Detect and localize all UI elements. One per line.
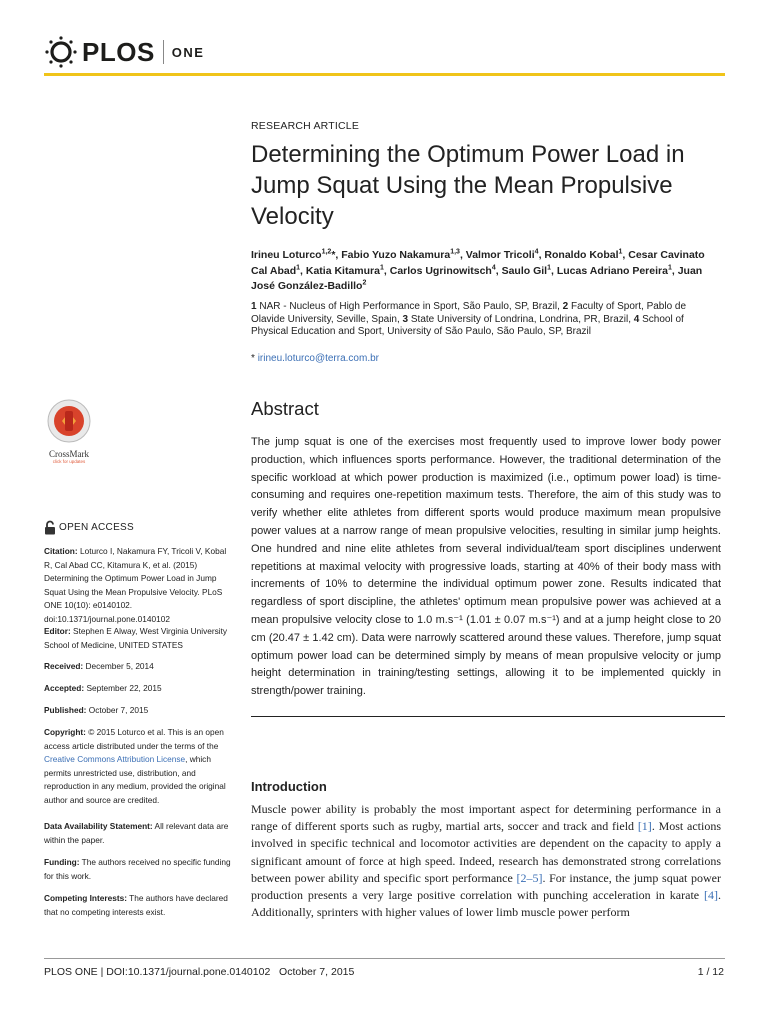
corresponding-email-link[interactable]: irineu.loturco@terra.com.br	[257, 353, 379, 364]
data-availability-block	[44, 820, 234, 847]
reference-link[interactable]: [1]	[637, 819, 652, 834]
published-block	[44, 704, 234, 718]
header-rule	[44, 73, 725, 76]
author-name[interactable]: Cesar Cavinato Cal Abad	[251, 249, 705, 277]
author-affiliation-sup: 1	[296, 264, 301, 271]
author-name[interactable]: Ronaldo Kobal	[544, 249, 619, 261]
open-access-label: OPEN ACCESS	[59, 522, 134, 533]
citation-text: Loturco I, Nakamura FY, Tricoli V, Kobal R, Cal Abad CC, Kitamura K, et al. (2015) Determining the Optimum Power Load in Jump Squat Using the Mean Propulsive Velocity. PLoS ONE 10(10): e0140102. doi:10.1371/journal.pone.0140102	[44, 546, 227, 624]
citation-block	[44, 545, 234, 626]
corresponding-author	[251, 353, 721, 364]
intro-text-segment: . Additionally, sprinters with higher values of lower limb muscle power perform	[251, 888, 721, 920]
article-type: RESEARCH ARTICLE	[251, 120, 360, 132]
logo-divider	[163, 40, 164, 64]
affiliation-number: 1	[251, 301, 257, 312]
intro-text-segment: . For instance, the jump squat power production presents a very large positive correlation with punching acceleration in karate	[251, 870, 721, 903]
plos-logo-icon	[44, 35, 78, 69]
editor-block	[44, 625, 234, 652]
editor-label: Editor:	[44, 626, 71, 636]
author-affiliation-sup: 1	[618, 248, 623, 256]
received-date: December 5, 2014	[85, 661, 154, 671]
crossmark-badge[interactable]	[44, 398, 94, 464]
author-list: Irineu Loturco$^{1,2}$*, Fabio Yuzo Nakamura$^{1,3}$, Valmor Tricoli$^4$, Ronaldo Kobal$^1$, Cesar Cavinato Cal Abad$^1$, Katia Kitamura$^1$, Carlos Ugrinowitsch$^4$, Saulo Gil$^1$, Lucas Adriano Pereira$^1$, Juan José González-Badillo$^2$	[251, 248, 705, 292]
citation-label: Citation:	[44, 546, 78, 556]
author-affiliation-sup: 1,3	[450, 248, 460, 256]
plos-logo[interactable]	[44, 32, 204, 72]
editor-text: Stephen E Alway, West Virginia University School of Medicine, UNITED STATES	[44, 626, 228, 650]
license-link[interactable]: Creative Commons Attribution License	[44, 754, 186, 764]
funding-text: The authors received no specific funding for this work.	[44, 857, 231, 881]
author-affiliation-sup: 2	[362, 279, 367, 287]
author-affiliation-sup: 1	[547, 264, 552, 271]
funding-block	[44, 856, 234, 883]
author-name[interactable]: Carlos Ugrinowitsch	[389, 264, 492, 277]
author-name[interactable]: Lucas Adriano Pereira	[556, 264, 668, 277]
corresponding-mark: *	[331, 249, 336, 261]
reference-link[interactable]: [4]	[704, 888, 718, 903]
received-label: Received:	[44, 661, 84, 671]
abstract-divider	[251, 716, 725, 717]
logo-journal-name: ONE	[171, 44, 205, 60]
data-availability-label: Data Availability Statement:	[44, 821, 153, 831]
corresponding-mark: *	[251, 353, 255, 364]
copyright-label: Copyright:	[44, 727, 86, 737]
reference-link[interactable]: [2–5]	[516, 870, 543, 885]
author-affiliation-sup: 1	[667, 264, 672, 271]
affiliation-number: 4	[633, 313, 640, 325]
affiliation-text: State University of Londrina, Londrina, PR, Brazil,	[410, 313, 631, 325]
published-date: October 7, 2015	[88, 705, 149, 715]
affiliation-text: Faculty of Sport, Pablo de Olavide University, Seville, Spain,	[251, 301, 687, 325]
author-name[interactable]: Katia Kitamura	[305, 264, 380, 277]
abstract-text: The jump squat is one of the exercises most frequently used to improve lower body power production, which influences sports performance. However, the traditional determination of the specific workload at which power production is maximized (i.e., optimum power load) is time-consuming and requires one-repetition maximum tests. Therefore, the aim of this study was to verify whether elite athletes from different sports would produce maximum mean propulsive power values at a narrow range of mean propulsive velocities, resulting in similar jump heights. One hundred and nine elite athletes from several individual/team sport disciplines underwent repetitions at maximal velocity with progressive loads, starting at 40% of their body mass with increments of 10% to determine the individual optimum power zone. Results indicated that regardless of sport discipline, the athletes' optimum mean propulsive power was achieved at a mean propulsive velocity close to 1.0 m.s⁻¹ (1.01 ± 0.07 m.s⁻¹) and at a jump height close to 20 cm (20.47 ± 1.42 cm). Data were narrowly scattered around these values. Therefore, jump squat optimum power load can be determined simply by means of mean propulsive velocity or jump height determination in training/testing settings, allowing it to be implemented quickly in strength/power training.	[251, 436, 721, 698]
author-affiliation-sup: 4	[534, 248, 539, 256]
competing-interests-block	[44, 892, 234, 919]
affiliation-number: 2	[562, 301, 569, 312]
abstract-heading: Abstract	[251, 398, 319, 419]
accepted-label: Accepted:	[44, 683, 85, 693]
author-name[interactable]: Irineu Loturco	[251, 249, 322, 261]
funding-label: Funding:	[44, 857, 80, 867]
competing-interests-text: The authors have declared that no competing interests exist.	[44, 893, 228, 917]
published-label: Published:	[44, 705, 87, 715]
accepted-block	[44, 682, 234, 696]
author-name[interactable]: Juan José González-Badillo	[251, 264, 703, 292]
footer-rule	[44, 958, 725, 959]
competing-interests-label: Competing Interests:	[44, 893, 127, 903]
author-affiliation-sup: 1	[379, 264, 384, 271]
introduction-text	[251, 801, 721, 921]
introduction-heading: Introduction	[251, 779, 327, 794]
accepted-date: September 22, 2015	[86, 683, 162, 693]
footer-citation: PLOS ONE | DOI:10.1371/journal.pone.0140102 October 7, 2015	[44, 966, 355, 978]
crossmark-icon	[44, 398, 94, 444]
copyright-text: , which permits unrestricted use, distribution, and reproduction in any medium, provided the original author and source are credited.	[44, 754, 226, 805]
open-access-badge	[44, 520, 134, 535]
author-affiliation-sup: 4	[491, 264, 496, 271]
copyright-block	[44, 726, 234, 807]
received-block	[44, 660, 234, 674]
data-availability-text: All relevant data are within the paper.	[44, 821, 229, 845]
intro-text-segment: Muscle power ability is probably the most important aspect for determining performance in a range of different sports such as rugby, martial arts, soccer and track and field	[251, 802, 721, 834]
crossmark-sublabel: click for updates	[52, 459, 86, 464]
logo-wordmark: PLOS	[82, 36, 155, 67]
intro-text-segment: . Most actions involved in specific technical and locomotor activities are dependent on the capacity to apply a significant amount of force at high speed. Indeed, research has demonstrated strong correlations between power ability and specific sport performance	[251, 819, 721, 885]
author-name[interactable]: Saulo Gil	[501, 264, 548, 277]
author-name[interactable]: Valmor Tricoli	[465, 249, 535, 261]
crossmark-label: CrossMark	[49, 449, 89, 459]
affiliations	[251, 301, 721, 339]
open-lock-icon	[44, 520, 56, 535]
page-number: 1 / 12	[697, 966, 724, 978]
author-name[interactable]: Fabio Yuzo Nakamura	[341, 249, 451, 261]
affiliation-number: 3	[402, 313, 409, 325]
article-title: Determining the Optimum Power Load in Jump Squat Using the Mean Propulsive Velocity	[251, 141, 685, 230]
affiliation-text: NAR - Nucleus of High Performance in Sport, São Paulo, SP, Brazil,	[259, 301, 560, 312]
copyright-text: © 2015 Loturco et al. This is an open access article distributed under the terms of the	[44, 727, 224, 751]
affiliation-text: School of Physical Education and Sport, University of São Paulo, São Paulo, SP, Brazil	[251, 313, 684, 337]
author-affiliation-sup: 1,2	[321, 248, 332, 256]
